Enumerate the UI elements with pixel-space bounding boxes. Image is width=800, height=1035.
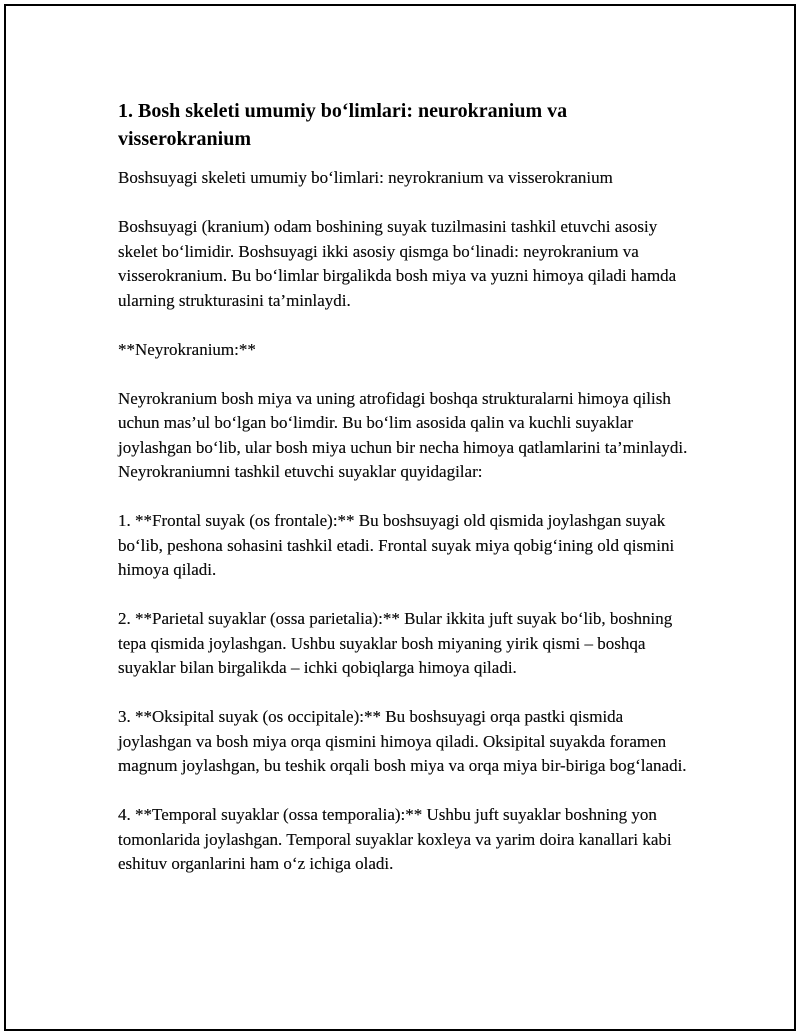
document-title: 1. Bosh skeleti umumiy bo‘limlari: neurokranium va visserokranium bbox=[118, 100, 568, 150]
section-heading-neyrokranium: **Neyrokranium:** bbox=[118, 339, 256, 359]
page-frame bbox=[4, 4, 796, 1031]
list-item-parietal: 2. **Parietal suyaklar (ossa parietalia):** Bular ikkita juft suyak bo‘lib, boshning tepa qismida joylashgan. Ushbu suyaklar bosh miyaning yirik qismi – boshqa suyaklar bilan birgalikda – ichki qobiqlarga himoya qiladi. bbox=[118, 609, 673, 677]
list-item-temporal: 4. **Temporal suyaklar (ossa temporalia):** Ushbu juft suyaklar boshning yon tomonlarida joylashgan. Temporal suyaklar koxleya va yarim doira kanallari kabi eshituv organlarini ham o‘z ichiga oladi. bbox=[118, 805, 672, 873]
intro-paragraph: Boshsuyagi (kranium) odam boshining suyak tuzilmasini tashkil etuvchi asosiy skelet bo‘limidir. Boshsuyagi ikki asosiy qismga bo‘linadi: neyrokranium va visserokranium. Bu bo‘limlar birgalikda bosh miya va yuzni himoya qiladi hamda ularning strukturasini ta’minlaydi. bbox=[118, 217, 677, 310]
document-body bbox=[118, 97, 688, 901]
list-item-oksipital: 3. **Oksipital suyak (os occipitale):** Bu boshsuyagi orqa pastki qismida joylashgan va bosh miya orqa qismini himoya qiladi. Oksipital suyakda foramen magnum joylashgan, bu teshik orqali bosh miya va orqa miya bir-biriga bog‘lanadi. bbox=[118, 707, 687, 775]
list-item-frontal: 1. **Frontal suyak (os frontale):** Bu boshsuyagi old qismida joylashgan suyak bo‘lib, peshona sohasini tashkil etadi. Frontal suyak miya qobig‘ining old qismini himoya qiladi. bbox=[118, 511, 675, 579]
neyrokranium-paragraph: Neyrokranium bosh miya va uning atrofidagi boshqa strukturalarni himoya qilish uchun mas’ul bo‘lgan bo‘limdir. Bu bo‘lim asosida qalin va kuchli suyaklar joylashgan bo‘lib, ular bosh miya uchun bir necha himoya qatlamlarini ta’minlaydi. Neyrokraniumni tashkil etuvchi suyaklar quyidagilar: bbox=[118, 388, 688, 481]
subtitle-paragraph: Boshsuyagi skeleti umumiy bo‘limlari: neyrokranium va visserokranium bbox=[118, 168, 613, 187]
